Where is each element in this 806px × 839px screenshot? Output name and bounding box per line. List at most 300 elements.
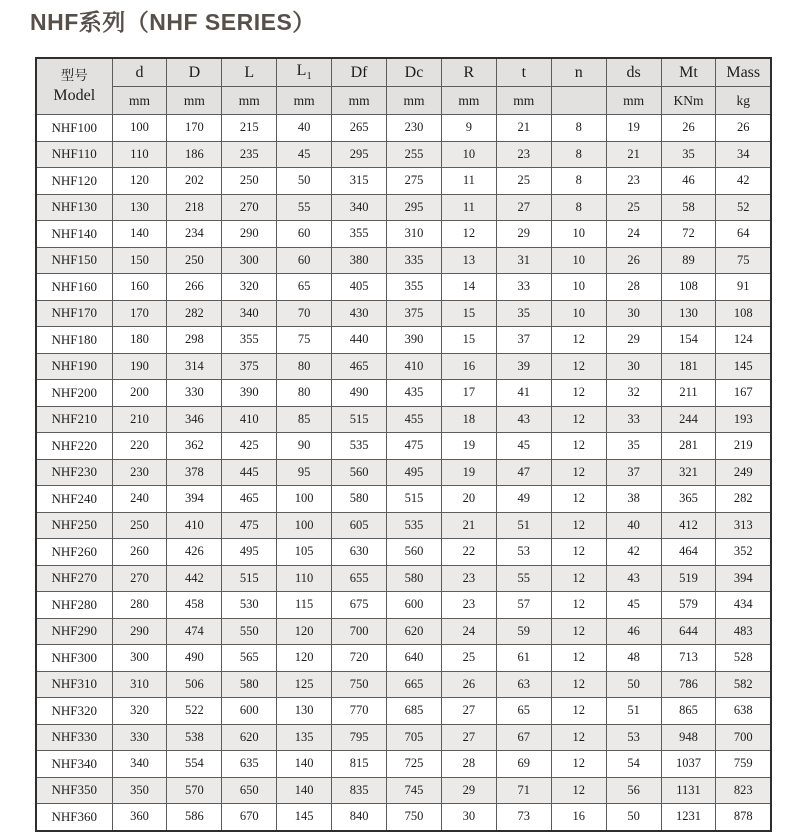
value-cell: 282: [716, 486, 771, 513]
value-cell: 64: [716, 221, 771, 248]
value-cell: 25: [496, 168, 551, 195]
table-body: [36, 115, 771, 831]
model-cell: NHF220: [36, 433, 112, 460]
value-cell: 34: [716, 141, 771, 168]
unit-cell: mm: [332, 87, 387, 115]
value-cell: 170: [112, 300, 167, 327]
value-cell: 815: [332, 751, 387, 778]
value-cell: 250: [112, 512, 167, 539]
value-cell: 12: [551, 698, 606, 725]
value-cell: 89: [661, 247, 716, 274]
model-cell: NHF270: [36, 565, 112, 592]
model-cell: NHF240: [36, 486, 112, 513]
value-cell: 330: [167, 380, 222, 407]
value-cell: 210: [112, 406, 167, 433]
value-cell: 21: [606, 141, 661, 168]
value-cell: 145: [277, 804, 332, 831]
model-cell: NHF260: [36, 539, 112, 566]
value-cell: 350: [112, 777, 167, 804]
value-cell: 638: [716, 698, 771, 725]
table-row: [36, 380, 771, 407]
column-header: Mass: [716, 58, 771, 87]
value-cell: 515: [332, 406, 387, 433]
value-cell: 51: [606, 698, 661, 725]
table-row: [36, 406, 771, 433]
value-cell: 8: [551, 141, 606, 168]
value-cell: 281: [661, 433, 716, 460]
value-cell: 80: [277, 380, 332, 407]
value-cell: 59: [496, 618, 551, 645]
value-cell: 60: [277, 247, 332, 274]
value-cell: 140: [277, 751, 332, 778]
value-cell: 50: [277, 168, 332, 195]
value-cell: 25: [441, 645, 496, 672]
column-header: Mt: [661, 58, 716, 87]
value-cell: 314: [167, 353, 222, 380]
table-row: [36, 804, 771, 831]
value-cell: 346: [167, 406, 222, 433]
value-cell: 620: [222, 724, 277, 751]
model-cell: NHF180: [36, 327, 112, 354]
value-cell: 394: [167, 486, 222, 513]
table-row: [36, 353, 771, 380]
value-cell: 42: [716, 168, 771, 195]
table-row: [36, 751, 771, 778]
value-cell: 8: [551, 115, 606, 142]
value-cell: 340: [222, 300, 277, 327]
value-cell: 12: [551, 486, 606, 513]
value-cell: 300: [222, 247, 277, 274]
table-row: [36, 274, 771, 301]
column-header: L: [222, 58, 277, 87]
table-row: [36, 327, 771, 354]
value-cell: 835: [332, 777, 387, 804]
value-cell: 405: [332, 274, 387, 301]
model-cell: NHF300: [36, 645, 112, 672]
value-cell: 35: [661, 141, 716, 168]
value-cell: 26: [441, 671, 496, 698]
value-cell: 154: [661, 327, 716, 354]
value-cell: 150: [112, 247, 167, 274]
value-cell: 249: [716, 459, 771, 486]
value-cell: 12: [551, 645, 606, 672]
value-cell: 125: [277, 671, 332, 698]
value-cell: 51: [496, 512, 551, 539]
value-cell: 362: [167, 433, 222, 460]
value-cell: 1131: [661, 777, 716, 804]
model-cell: NHF230: [36, 459, 112, 486]
value-cell: 91: [716, 274, 771, 301]
column-header: d: [112, 58, 167, 87]
value-cell: 655: [332, 565, 387, 592]
value-cell: 52: [716, 194, 771, 221]
unit-cell: [551, 87, 606, 115]
value-cell: 580: [387, 565, 442, 592]
value-cell: 40: [277, 115, 332, 142]
value-cell: 255: [387, 141, 442, 168]
value-cell: 25: [606, 194, 661, 221]
value-cell: 795: [332, 724, 387, 751]
value-cell: 865: [661, 698, 716, 725]
value-cell: 45: [496, 433, 551, 460]
value-cell: 12: [551, 459, 606, 486]
value-cell: 230: [387, 115, 442, 142]
value-cell: 48: [606, 645, 661, 672]
value-cell: 220: [112, 433, 167, 460]
model-cell: NHF120: [36, 168, 112, 195]
value-cell: 1037: [661, 751, 716, 778]
value-cell: 54: [606, 751, 661, 778]
value-cell: 9: [441, 115, 496, 142]
value-cell: 430: [332, 300, 387, 327]
table-row: [36, 618, 771, 645]
value-cell: 458: [167, 592, 222, 619]
value-cell: 725: [387, 751, 442, 778]
column-header: Dc: [387, 58, 442, 87]
value-cell: 215: [222, 115, 277, 142]
value-cell: 270: [222, 194, 277, 221]
value-cell: 260: [112, 539, 167, 566]
model-cell: NHF310: [36, 671, 112, 698]
value-cell: 170: [167, 115, 222, 142]
value-cell: 61: [496, 645, 551, 672]
value-cell: 580: [222, 671, 277, 698]
value-cell: 519: [661, 565, 716, 592]
value-cell: 12: [441, 221, 496, 248]
model-cell: NHF100: [36, 115, 112, 142]
value-cell: 29: [441, 777, 496, 804]
value-cell: 12: [551, 592, 606, 619]
model-cell: NHF250: [36, 512, 112, 539]
value-cell: 71: [496, 777, 551, 804]
value-cell: 38: [606, 486, 661, 513]
value-cell: 290: [222, 221, 277, 248]
value-cell: 335: [387, 247, 442, 274]
value-cell: 27: [441, 724, 496, 751]
value-cell: 528: [716, 645, 771, 672]
value-cell: 16: [551, 804, 606, 831]
value-cell: 10: [551, 247, 606, 274]
value-cell: 685: [387, 698, 442, 725]
value-cell: 230: [112, 459, 167, 486]
value-cell: 167: [716, 380, 771, 407]
unit-cell: mm: [496, 87, 551, 115]
value-cell: 605: [332, 512, 387, 539]
value-cell: 110: [277, 565, 332, 592]
unit-cell: mm: [441, 87, 496, 115]
value-cell: 26: [661, 115, 716, 142]
value-cell: 475: [222, 512, 277, 539]
value-cell: 12: [551, 433, 606, 460]
value-cell: 200: [112, 380, 167, 407]
value-cell: 53: [496, 539, 551, 566]
value-cell: 375: [387, 300, 442, 327]
value-cell: 295: [332, 141, 387, 168]
value-cell: 67: [496, 724, 551, 751]
value-cell: 180: [112, 327, 167, 354]
model-cell: NHF160: [36, 274, 112, 301]
value-cell: 120: [277, 645, 332, 672]
value-cell: 75: [277, 327, 332, 354]
value-cell: 300: [112, 645, 167, 672]
value-cell: 394: [716, 565, 771, 592]
value-cell: 265: [332, 115, 387, 142]
value-cell: 85: [277, 406, 332, 433]
value-cell: 46: [661, 168, 716, 195]
value-cell: 535: [387, 512, 442, 539]
value-cell: 355: [332, 221, 387, 248]
value-cell: 40: [606, 512, 661, 539]
value-cell: 465: [332, 353, 387, 380]
unit-cell: mm: [606, 87, 661, 115]
value-cell: 65: [277, 274, 332, 301]
value-cell: 30: [606, 300, 661, 327]
value-cell: 12: [551, 618, 606, 645]
value-cell: 18: [441, 406, 496, 433]
column-header: ds: [606, 58, 661, 87]
column-header: D: [167, 58, 222, 87]
value-cell: 823: [716, 777, 771, 804]
value-cell: 58: [661, 194, 716, 221]
header-label-row: [36, 58, 771, 87]
value-cell: 455: [387, 406, 442, 433]
value-cell: 515: [222, 565, 277, 592]
value-cell: 219: [716, 433, 771, 460]
value-cell: 640: [387, 645, 442, 672]
value-cell: 390: [222, 380, 277, 407]
value-cell: 321: [661, 459, 716, 486]
value-cell: 100: [112, 115, 167, 142]
value-cell: 474: [167, 618, 222, 645]
model-cell: NHF170: [36, 300, 112, 327]
value-cell: 37: [606, 459, 661, 486]
value-cell: 10: [551, 221, 606, 248]
value-cell: 554: [167, 751, 222, 778]
value-cell: 29: [496, 221, 551, 248]
value-cell: 8: [551, 194, 606, 221]
value-cell: 320: [222, 274, 277, 301]
value-cell: 412: [661, 512, 716, 539]
value-cell: 12: [551, 406, 606, 433]
value-cell: 19: [606, 115, 661, 142]
value-cell: 495: [222, 539, 277, 566]
column-header: $L_1$: [277, 58, 332, 87]
unit-cell: mm: [387, 87, 442, 115]
value-cell: 12: [551, 671, 606, 698]
model-cell: NHF150: [36, 247, 112, 274]
value-cell: 310: [387, 221, 442, 248]
model-cell: NHF130: [36, 194, 112, 221]
value-cell: 108: [716, 300, 771, 327]
value-cell: 108: [661, 274, 716, 301]
value-cell: 15: [441, 300, 496, 327]
value-cell: 244: [661, 406, 716, 433]
unit-cell: KNm: [661, 87, 716, 115]
value-cell: 644: [661, 618, 716, 645]
value-cell: 750: [387, 804, 442, 831]
model-cell: NHF290: [36, 618, 112, 645]
table-row: [36, 671, 771, 698]
value-cell: 475: [387, 433, 442, 460]
table-row: [36, 512, 771, 539]
value-cell: 42: [606, 539, 661, 566]
unit-cell: mm: [167, 87, 222, 115]
value-cell: 181: [661, 353, 716, 380]
value-cell: 410: [167, 512, 222, 539]
value-cell: 115: [277, 592, 332, 619]
value-cell: 390: [387, 327, 442, 354]
value-cell: 410: [222, 406, 277, 433]
value-cell: 580: [332, 486, 387, 513]
value-cell: 35: [606, 433, 661, 460]
table-row: [36, 194, 771, 221]
model-cell: NHF340: [36, 751, 112, 778]
value-cell: 16: [441, 353, 496, 380]
unit-cell: mm: [277, 87, 332, 115]
value-cell: 600: [387, 592, 442, 619]
value-cell: 37: [496, 327, 551, 354]
value-cell: 550: [222, 618, 277, 645]
value-cell: 28: [606, 274, 661, 301]
value-cell: 560: [387, 539, 442, 566]
model-cell: NHF360: [36, 804, 112, 831]
value-cell: 105: [277, 539, 332, 566]
value-cell: 1231: [661, 804, 716, 831]
value-cell: 28: [441, 751, 496, 778]
value-cell: 120: [112, 168, 167, 195]
value-cell: 635: [222, 751, 277, 778]
value-cell: 670: [222, 804, 277, 831]
column-header-model: [36, 58, 112, 115]
value-cell: 770: [332, 698, 387, 725]
value-cell: 56: [606, 777, 661, 804]
value-cell: 15: [441, 327, 496, 354]
value-cell: 39: [496, 353, 551, 380]
value-cell: 490: [332, 380, 387, 407]
value-cell: 250: [167, 247, 222, 274]
table-row: [36, 141, 771, 168]
value-cell: 12: [551, 327, 606, 354]
value-cell: 442: [167, 565, 222, 592]
value-cell: 43: [496, 406, 551, 433]
value-cell: 12: [551, 512, 606, 539]
value-cell: 72: [661, 221, 716, 248]
value-cell: 425: [222, 433, 277, 460]
value-cell: 45: [277, 141, 332, 168]
value-cell: 90: [277, 433, 332, 460]
nhf-spec-table: [35, 57, 772, 832]
value-cell: 33: [606, 406, 661, 433]
value-cell: 75: [716, 247, 771, 274]
table-header: [36, 58, 771, 115]
value-cell: 600: [222, 698, 277, 725]
value-cell: 12: [551, 353, 606, 380]
value-cell: 878: [716, 804, 771, 831]
table-row: [36, 645, 771, 672]
table-row: [36, 300, 771, 327]
value-cell: 33: [496, 274, 551, 301]
value-cell: 27: [441, 698, 496, 725]
value-cell: 218: [167, 194, 222, 221]
value-cell: 705: [387, 724, 442, 751]
value-cell: 280: [112, 592, 167, 619]
value-cell: 506: [167, 671, 222, 698]
value-cell: 650: [222, 777, 277, 804]
table-row: [36, 433, 771, 460]
value-cell: 12: [551, 565, 606, 592]
value-cell: 27: [496, 194, 551, 221]
value-cell: 750: [332, 671, 387, 698]
column-header: R: [441, 58, 496, 87]
model-cell: NHF190: [36, 353, 112, 380]
value-cell: 10: [551, 300, 606, 327]
value-cell: 130: [277, 698, 332, 725]
model-cell: NHF330: [36, 724, 112, 751]
value-cell: 13: [441, 247, 496, 274]
value-cell: 310: [112, 671, 167, 698]
value-cell: 124: [716, 327, 771, 354]
value-cell: 465: [222, 486, 277, 513]
value-cell: 355: [222, 327, 277, 354]
value-cell: 266: [167, 274, 222, 301]
column-header: t: [496, 58, 551, 87]
value-cell: 490: [167, 645, 222, 672]
model-cell: NHF110: [36, 141, 112, 168]
value-cell: 140: [277, 777, 332, 804]
model-header-zh: 型号: [60, 67, 88, 83]
value-cell: 434: [716, 592, 771, 619]
value-cell: 720: [332, 645, 387, 672]
value-cell: 315: [332, 168, 387, 195]
model-cell: NHF210: [36, 406, 112, 433]
value-cell: 50: [606, 671, 661, 698]
value-cell: 840: [332, 804, 387, 831]
table-row: [36, 115, 771, 142]
value-cell: 211: [661, 380, 716, 407]
value-cell: 275: [387, 168, 442, 195]
value-cell: 23: [441, 592, 496, 619]
value-cell: 50: [606, 804, 661, 831]
value-cell: 45: [606, 592, 661, 619]
value-cell: 440: [332, 327, 387, 354]
value-cell: 582: [716, 671, 771, 698]
table-row: [36, 698, 771, 725]
value-cell: 665: [387, 671, 442, 698]
value-cell: 295: [387, 194, 442, 221]
table-row: [36, 221, 771, 248]
value-cell: 190: [112, 353, 167, 380]
value-cell: 24: [441, 618, 496, 645]
value-cell: 46: [606, 618, 661, 645]
value-cell: 11: [441, 194, 496, 221]
value-cell: 320: [112, 698, 167, 725]
model-header-en: Model: [53, 86, 96, 104]
value-cell: 10: [441, 141, 496, 168]
value-cell: 20: [441, 486, 496, 513]
value-cell: 700: [716, 724, 771, 751]
value-cell: 21: [496, 115, 551, 142]
value-cell: 120: [277, 618, 332, 645]
value-cell: 298: [167, 327, 222, 354]
value-cell: 17: [441, 380, 496, 407]
value-cell: 464: [661, 539, 716, 566]
column-header: Df: [332, 58, 387, 87]
table-row: [36, 539, 771, 566]
value-cell: 11: [441, 168, 496, 195]
value-cell: 26: [716, 115, 771, 142]
value-cell: 515: [387, 486, 442, 513]
model-cell: NHF140: [36, 221, 112, 248]
